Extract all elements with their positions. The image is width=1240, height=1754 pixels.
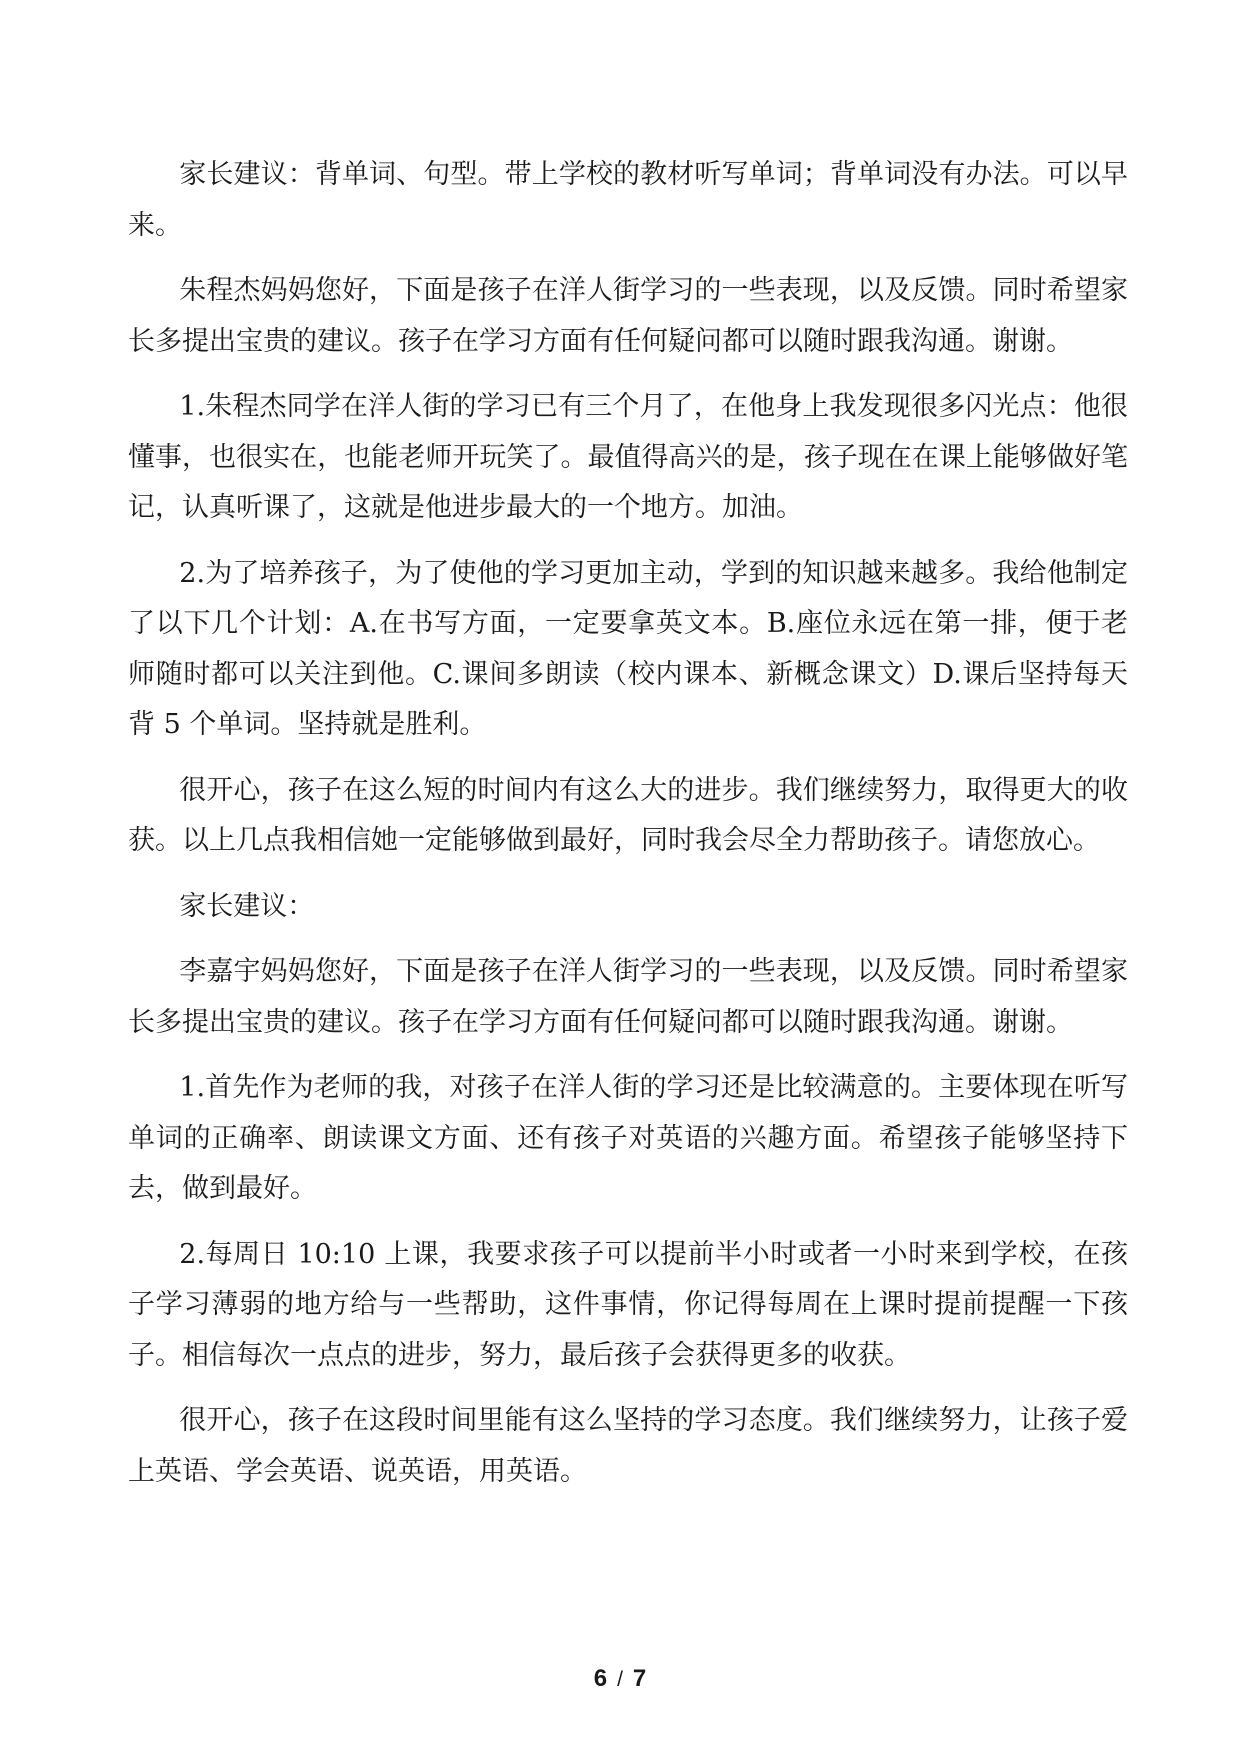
- page-number: [0, 1665, 1240, 1693]
- document-body: [128, 150, 1128, 1512]
- paragraph-parent-advice-2: 家长建议：: [179, 890, 315, 922]
- paragraph-li-closing: 很开心，孩子在这段时间里能有这么坚持的学习态度。我们继续努力，让孩子爱上英语、学会英语、说英语，用英语。: [128, 1405, 1128, 1487]
- paragraph-li-point-2: 2.每周日 10:10 上课，我要求孩子可以提前半小时或者一小时来到学校，在孩子学习薄弱的地方给与一些帮助，这件事情，你记得每周在上课时提前提醒一下孩子。相信每次一点点的进步，努力，最后孩子会获得更多的收获。: [128, 1238, 1128, 1371]
- paragraph-zhu-point-2: 2.为了培养孩子，为了使他的学习更加主动，学到的知识越来越多。我给他制定了以下几个计划：A.在书写方面，一定要拿英文本。B.座位永远在第一排，便于老师随时都可以关注到他。C.课间多朗读（校内课本、新概念课文）D.课后坚持每天背 5 个单词。坚持就是胜利。: [128, 557, 1128, 740]
- paragraph-parent-advice-1: 家长建议：背单词、句型。带上学校的教材听写单词；背单词没有办法。可以早来。: [128, 159, 1128, 241]
- paragraph-greeting-zhu: 朱程杰妈妈您好，下面是孩子在洋人街学习的一些表现，以及反馈。同时希望家长多提出宝贵的建议。孩子在学习方面有任何疑问都可以随时跟我沟通。谢谢。: [128, 275, 1128, 357]
- paragraph-zhu-point-1: 1.朱程杰同学在洋人街的学习已有三个月了，在他身上我发现很多闪光点：他很懂事，也很实在，也能老师开玩笑了。最值得高兴的是，孩子现在在课上能够做好笔记，认真听课了，这就是他进步最大的一个地方。加油。: [128, 391, 1128, 523]
- paragraph-greeting-li: 李嘉宇妈妈您好，下面是孩子在洋人街学习的一些表现，以及反馈。同时希望家长多提出宝贵的建议。孩子在学习方面有任何疑问都可以随时跟我沟通。谢谢。: [128, 956, 1128, 1038]
- paragraph-li-point-1: 1.首先作为老师的我，对孩子在洋人街的学习还是比较满意的。主要体现在听写单词的正确率、朗读课文方面、还有孩子对英语的兴趣方面。希望孩子能够坚持下去，做到最好。: [128, 1072, 1128, 1204]
- total-page-count: 7: [632, 1665, 647, 1692]
- page-separator: /: [617, 1668, 623, 1691]
- current-page-number: 6: [593, 1665, 608, 1692]
- paragraph-zhu-closing: 很开心，孩子在这么短的时间内有这么大的进步。我们继续努力，取得更大的收获。以上几点我相信她一定能够做到最好，同时我会尽全力帮助孩子。请您放心。: [128, 774, 1128, 856]
